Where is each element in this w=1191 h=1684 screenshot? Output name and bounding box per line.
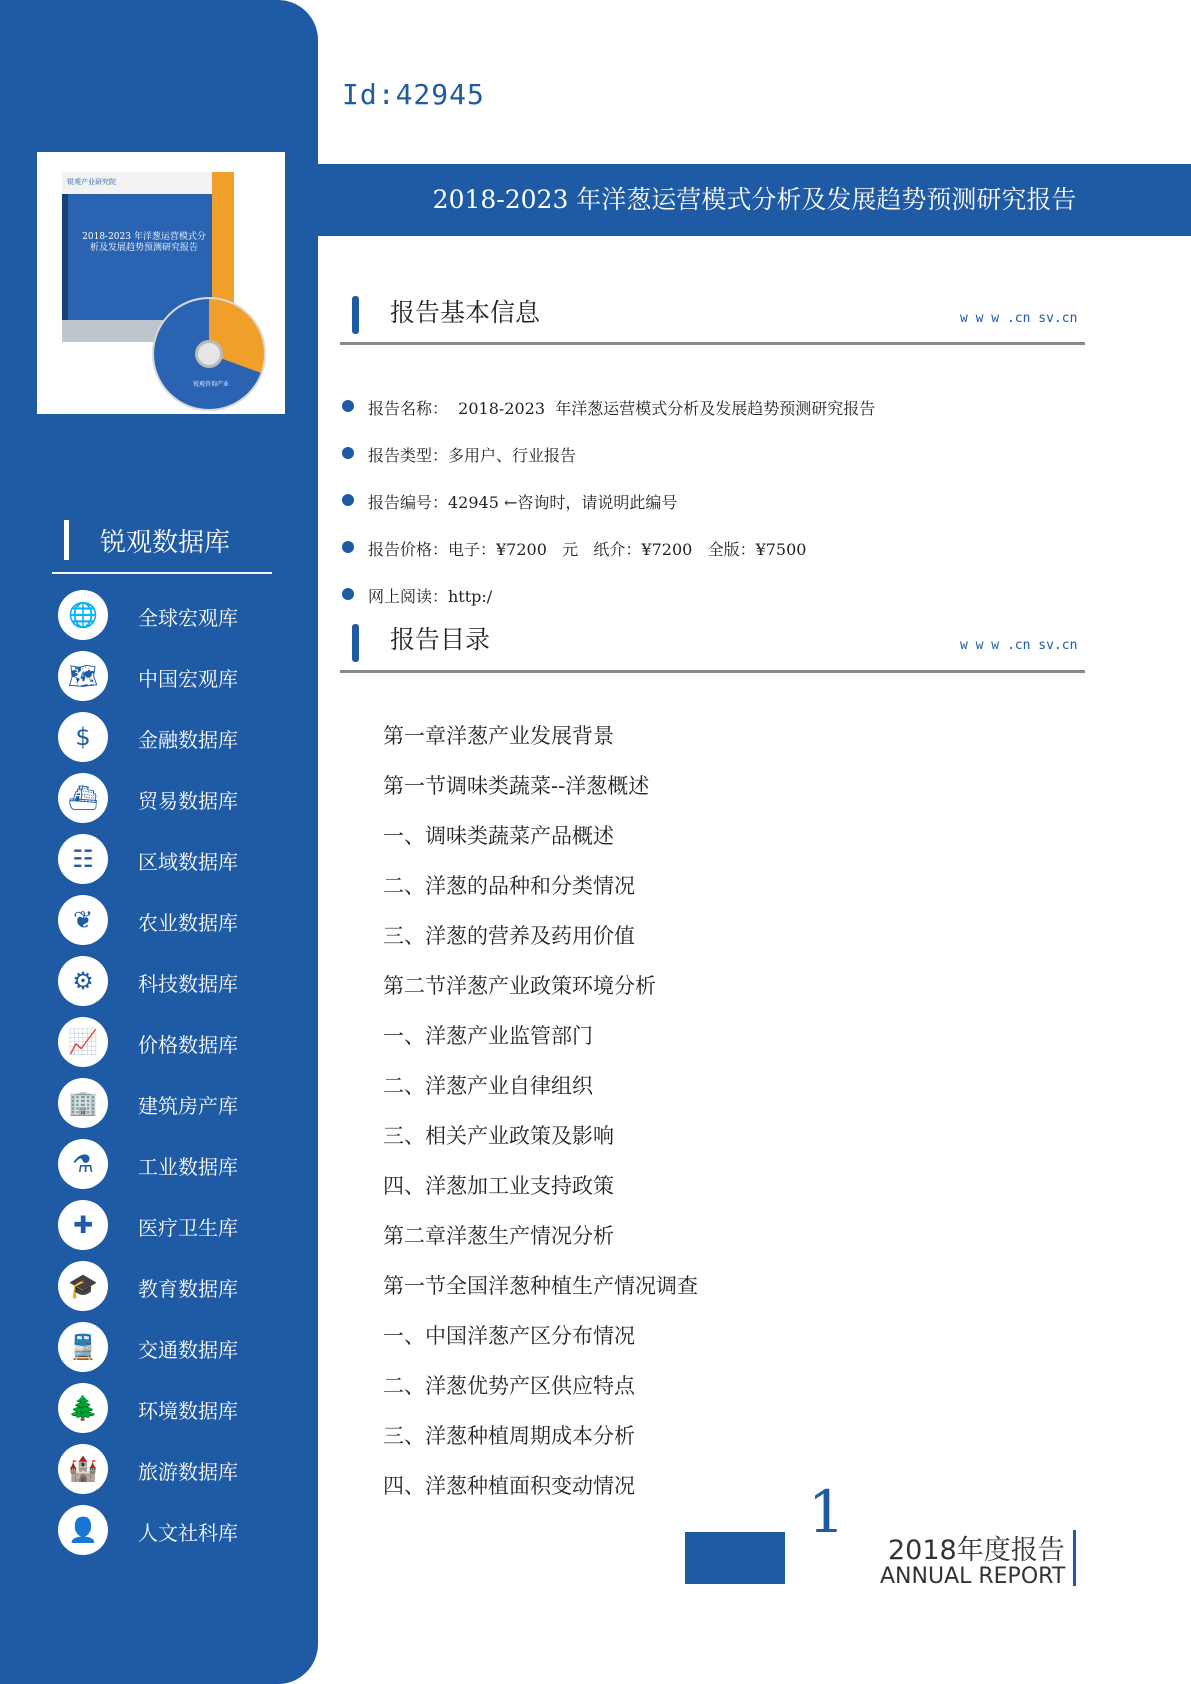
- price-chart-icon: 📈: [58, 1017, 108, 1067]
- finance-icon: $: [58, 712, 108, 762]
- section-divider-basic-info: [340, 342, 1085, 345]
- toc-item: 第二节洋葱产业政策环境分析: [383, 974, 656, 998]
- tech-icon: ⚙: [58, 956, 108, 1006]
- wheat-icon: ❦: [58, 895, 108, 945]
- bullet-icon: [342, 588, 354, 600]
- toc-item: 三、相关产业政策及影响: [383, 1124, 614, 1148]
- title-band: [318, 164, 1191, 236]
- sidebar-item-label: 医疗卫生库: [138, 1216, 238, 1240]
- toc-item: 第一节全国洋葱种植生产情况调查: [383, 1274, 698, 1298]
- sidebar-item[interactable]: [58, 1017, 308, 1073]
- report-id: Id:42945: [342, 78, 485, 111]
- website-link-toc[interactable]: w w w .cn sv.cn: [960, 638, 1078, 653]
- sidebar-item-label: 工业数据库: [138, 1155, 238, 1179]
- sidebar-item-label: 建筑房产库: [138, 1094, 238, 1118]
- sidebar-item-label: 人文社科库: [138, 1521, 238, 1545]
- annual-report-label: ANNUAL REPORT: [880, 1564, 1066, 1589]
- sidebar-title-bar: [64, 520, 69, 560]
- bullet-icon: [342, 541, 354, 553]
- annual-report-bar: [1073, 1530, 1076, 1586]
- sidebar-item-label: 交通数据库: [138, 1338, 238, 1362]
- sidebar: [0, 0, 318, 1684]
- landmark-icon: 🏰: [58, 1444, 108, 1494]
- bullet-icon: [342, 494, 354, 506]
- sidebar-item[interactable]: [58, 956, 308, 1012]
- sidebar-item-label: 中国宏观库: [138, 667, 238, 691]
- train-icon: 🚆: [58, 1322, 108, 1372]
- trees-icon: 🌲: [58, 1383, 108, 1433]
- sidebar-item-label: 旅游数据库: [138, 1460, 238, 1484]
- cover-logo: 锐观产业研究院: [67, 178, 116, 186]
- info-item[interactable]: 网上阅读：http:/: [368, 587, 493, 606]
- annual-report-year: 2018年度报告: [888, 1535, 1065, 1566]
- toc-item: 一、中国洋葱产区分布情况: [383, 1324, 635, 1348]
- info-item: 报告类型：多用户、行业报告: [368, 446, 577, 465]
- toc-item: 第一章洋葱产业发展背景: [383, 724, 614, 748]
- ambulance-icon: ✚: [58, 1200, 108, 1250]
- toc-item: 第二章洋葱生产情况分析: [383, 1224, 614, 1248]
- sidebar-item[interactable]: [58, 1261, 308, 1317]
- section-marker-toc: [352, 624, 359, 662]
- sidebar-item[interactable]: [58, 1383, 308, 1439]
- sidebar-item-label: 农业数据库: [138, 911, 238, 935]
- sidebar-item-label: 金融数据库: [138, 728, 238, 752]
- building-icon: 🏢: [58, 1078, 108, 1128]
- sidebar-item-label: 贸易数据库: [138, 789, 238, 813]
- sidebar-item[interactable]: [58, 895, 308, 951]
- sidebar-item[interactable]: [58, 1505, 308, 1561]
- china-map-icon: 🗺: [58, 651, 108, 701]
- ship-icon: ⛴: [58, 773, 108, 823]
- page-number: 1: [808, 1478, 845, 1546]
- toc-item: 四、洋葱加工业支持政策: [383, 1174, 614, 1198]
- sidebar-item[interactable]: [58, 1444, 308, 1500]
- cd-label: 锐观咨询产业: [192, 381, 229, 388]
- section-title-toc: 报告目录: [390, 625, 491, 654]
- sidebar-divider: [52, 572, 272, 574]
- cover-box-spine: [62, 172, 68, 342]
- sidebar-item[interactable]: [58, 1078, 308, 1134]
- cd-disc-icon: [152, 297, 266, 411]
- cover-box-title: 2018-2023 年洋葱运营模式分析及发展趋势预测研究报告: [82, 232, 206, 253]
- toc-item: 二、洋葱的品种和分类情况: [383, 874, 635, 898]
- toc-item: 四、洋葱种植面积变动情况: [383, 1474, 635, 1498]
- sidebar-item[interactable]: [58, 590, 308, 646]
- bullet-icon: [342, 447, 354, 459]
- footer-blue-block: [685, 1532, 785, 1584]
- website-link-basic-info[interactable]: w w w .cn sv.cn: [960, 311, 1078, 326]
- factory-icon: ⚗: [58, 1139, 108, 1189]
- globe-icon: 🌐: [58, 590, 108, 640]
- sidebar-item-label: 全球宏观库: [138, 606, 238, 630]
- section-title-basic-info: 报告基本信息: [390, 298, 541, 327]
- section-divider-toc: [340, 670, 1085, 673]
- sidebar-title: 锐观数据库: [100, 528, 231, 558]
- sidebar-item[interactable]: [58, 773, 308, 829]
- sidebar-item-label: 价格数据库: [138, 1033, 238, 1057]
- sidebar-item-label: 区域数据库: [138, 850, 238, 874]
- bullet-icon: [342, 400, 354, 412]
- section-marker-basic-info: [352, 296, 359, 334]
- info-item: 报告名称： 2018-2023 年洋葱运营模式分析及发展趋势预测研究报告: [368, 399, 876, 418]
- info-item: 报告编号：42945 ←咨询时，请说明此编号: [368, 493, 678, 512]
- toc-item: 第一节调味类蔬菜--洋葱概述: [383, 774, 650, 798]
- toc-item: 二、洋葱产业自律组织: [383, 1074, 593, 1098]
- sidebar-item[interactable]: [58, 1200, 308, 1256]
- org-chart-icon: ☷: [58, 834, 108, 884]
- toc-item: 三、洋葱种植周期成本分析: [383, 1424, 635, 1448]
- toc-item: 一、调味类蔬菜产品概述: [383, 824, 614, 848]
- toc-item: 三、洋葱的营养及药用价值: [383, 924, 635, 948]
- info-item: 报告价格：电子：¥7200 元 纸介：¥7200 全版：¥7500: [368, 540, 807, 559]
- sidebar-item[interactable]: [58, 1139, 308, 1195]
- sidebar-item[interactable]: [58, 1322, 308, 1378]
- sidebar-item[interactable]: [58, 651, 308, 707]
- sidebar-item-label: 科技数据库: [138, 972, 238, 996]
- report-cover-image: [37, 152, 285, 414]
- toc-item: 二、洋葱优势产区供应特点: [383, 1374, 635, 1398]
- sidebar-item[interactable]: [58, 834, 308, 890]
- person-desk-icon: 👤: [58, 1505, 108, 1555]
- sidebar-item-label: 教育数据库: [138, 1277, 238, 1301]
- sidebar-item[interactable]: [58, 712, 308, 768]
- sidebar-item-label: 环境数据库: [138, 1399, 238, 1423]
- graduation-cap-icon: 🎓: [58, 1261, 108, 1311]
- cd-hole: [195, 340, 223, 368]
- report-title: 2018-2023 年洋葱运营模式分析及发展趋势预测研究报告: [432, 185, 1077, 214]
- toc-item: 一、洋葱产业监管部门: [383, 1024, 593, 1048]
